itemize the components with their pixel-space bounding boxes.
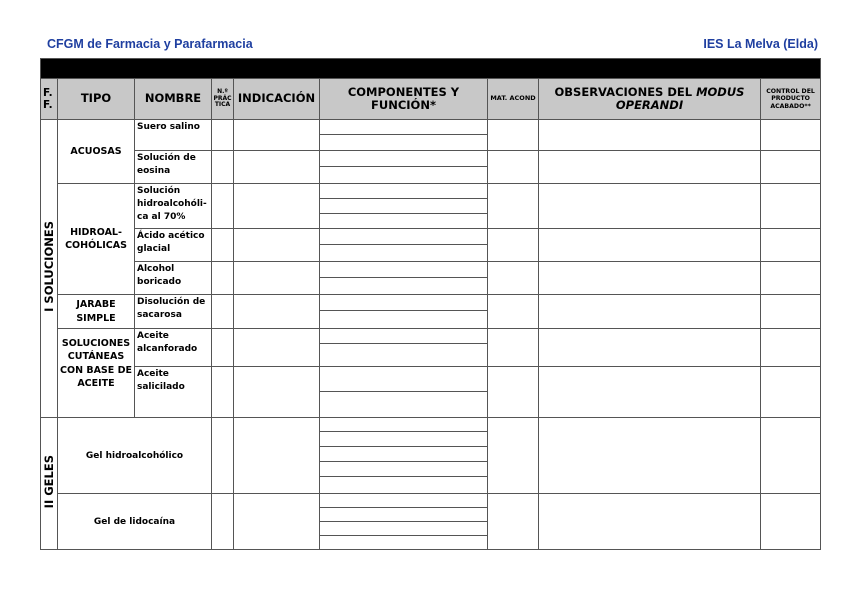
column-headers xyxy=(41,79,821,120)
mat-acond-cell[interactable] xyxy=(488,120,539,151)
control-cell[interactable] xyxy=(761,494,821,550)
col-nombre: NOMBRE xyxy=(135,79,212,120)
n-practica-cell[interactable] xyxy=(212,120,234,151)
componentes-cell[interactable] xyxy=(320,262,488,295)
observaciones-cell[interactable] xyxy=(539,229,761,262)
mat-acond-cell[interactable] xyxy=(488,262,539,295)
nombre-cell: Aceite salicilado xyxy=(135,367,212,418)
control-cell[interactable] xyxy=(761,295,821,329)
indicacion-cell[interactable] xyxy=(234,295,320,329)
mat-acond-cell[interactable] xyxy=(488,295,539,329)
componentes-cell[interactable] xyxy=(320,494,488,550)
table-row xyxy=(41,229,821,262)
n-practica-cell[interactable] xyxy=(212,151,234,184)
observaciones-cell[interactable] xyxy=(539,329,761,367)
table-row xyxy=(41,184,821,229)
indicacion-cell[interactable] xyxy=(234,367,320,418)
tipo-jarabe: JARABE SIMPLE xyxy=(58,295,135,329)
control-cell[interactable] xyxy=(761,184,821,229)
nombre-cell: Solución hidroalcohóli-ca al 70% xyxy=(135,184,212,229)
n-practica-cell[interactable] xyxy=(212,295,234,329)
nombre-cell: Ácido acético glacial xyxy=(135,229,212,262)
control-cell[interactable] xyxy=(761,262,821,295)
section-soluciones xyxy=(41,120,58,418)
n-practica-cell[interactable] xyxy=(212,262,234,295)
componentes-cell[interactable] xyxy=(320,418,488,494)
nombre-cell: Solución de eosina xyxy=(135,151,212,184)
componentes-cell[interactable] xyxy=(320,151,488,184)
control-cell[interactable] xyxy=(761,120,821,151)
n-practica-cell[interactable] xyxy=(212,184,234,229)
indicacion-cell[interactable] xyxy=(234,262,320,295)
mat-acond-cell[interactable] xyxy=(488,418,539,494)
table-row xyxy=(41,151,821,184)
table-row xyxy=(41,494,821,550)
n-practica-cell[interactable] xyxy=(212,329,234,367)
col-mat-acond: MAT. ACOND xyxy=(488,79,539,120)
header-course: CFGM de Farmacia y Parafarmacia xyxy=(47,37,253,51)
mat-acond-cell[interactable] xyxy=(488,229,539,262)
control-cell[interactable] xyxy=(761,418,821,494)
obs-prefix: OBSERVACIONES DEL xyxy=(554,84,693,99)
observaciones-cell[interactable] xyxy=(539,494,761,550)
control-cell[interactable] xyxy=(761,329,821,367)
table-row xyxy=(41,295,821,329)
nombre-cell: Aceite alcanforado xyxy=(135,329,212,367)
indicacion-cell[interactable] xyxy=(234,329,320,367)
col-ff: F. F. xyxy=(41,79,58,120)
componentes-cell[interactable] xyxy=(320,295,488,329)
nombre-cell: Suero salino xyxy=(135,120,212,151)
indicacion-cell[interactable] xyxy=(234,151,320,184)
table-row xyxy=(41,262,821,295)
col-control: CONTROL DEL PRODUCTO ACABADO** xyxy=(761,79,821,120)
tipo-soluciones-cutaneas: SOLUCIONES CUTÁNEAS CON BASE DE ACEITE xyxy=(58,329,135,418)
componentes-cell[interactable] xyxy=(320,367,488,418)
col-tipo: TIPO xyxy=(58,79,135,120)
section-geles-label: II GELES xyxy=(42,454,56,509)
mat-acond-cell[interactable] xyxy=(488,151,539,184)
control-cell[interactable] xyxy=(761,151,821,184)
nombre-cell: Alcohol boricado xyxy=(135,262,212,295)
practices-table xyxy=(40,58,821,550)
observaciones-cell[interactable] xyxy=(539,367,761,418)
control-cell[interactable] xyxy=(761,229,821,262)
n-practica-cell[interactable] xyxy=(212,418,234,494)
mat-acond-cell[interactable] xyxy=(488,184,539,229)
componentes-cell[interactable] xyxy=(320,229,488,262)
indicacion-cell[interactable] xyxy=(234,120,320,151)
observaciones-cell[interactable] xyxy=(539,262,761,295)
mat-acond-cell[interactable] xyxy=(488,494,539,550)
indicacion-cell[interactable] xyxy=(234,494,320,550)
indicacion-cell[interactable] xyxy=(234,184,320,229)
section-soluciones-label: I SOLUCIONES xyxy=(42,221,56,312)
obs-italic: MODUS OPERANDI xyxy=(615,84,745,112)
gel-nombre: Gel de lidocaína xyxy=(58,494,212,550)
n-practica-cell[interactable] xyxy=(212,229,234,262)
observaciones-cell[interactable] xyxy=(539,184,761,229)
n-practica-cell[interactable] xyxy=(212,367,234,418)
observaciones-cell[interactable] xyxy=(539,295,761,329)
indicacion-cell[interactable] xyxy=(234,418,320,494)
table-row xyxy=(41,329,821,367)
header-school: IES La Melva (Elda) xyxy=(703,37,818,51)
gel-nombre: Gel hidroalcohólico xyxy=(58,418,212,494)
col-indicacion: INDICACIÓN xyxy=(234,79,320,120)
tipo-hidroalcoholicas: HIDROAL-COHÓLICAS xyxy=(58,184,135,295)
table-row xyxy=(41,418,821,494)
table-row xyxy=(41,367,821,417)
col-n-practica: N.º PRÁC TICA xyxy=(212,79,234,120)
observaciones-cell[interactable] xyxy=(539,418,761,494)
componentes-cell[interactable] xyxy=(320,329,488,367)
observaciones-cell[interactable] xyxy=(539,151,761,184)
observaciones-cell[interactable] xyxy=(539,120,761,151)
nombre-cell: Disolución de sacarosa xyxy=(135,295,212,329)
componentes-cell[interactable] xyxy=(320,120,488,151)
mat-acond-cell[interactable] xyxy=(488,367,539,418)
table-title: ANEXO V. RESUMEN PRÁCTICAS FORMULACIÓN MAGISTRAL xyxy=(41,59,821,79)
table-row xyxy=(41,120,821,151)
tipo-acuosas: ACUOSAS xyxy=(58,120,135,184)
mat-acond-cell[interactable] xyxy=(488,329,539,367)
control-cell[interactable] xyxy=(761,367,821,418)
col-observaciones xyxy=(539,79,761,120)
n-practica-cell[interactable] xyxy=(212,494,234,550)
indicacion-cell[interactable] xyxy=(234,229,320,262)
col-componentes: COMPONENTES Y FUNCIÓN* xyxy=(320,79,488,120)
componentes-cell[interactable] xyxy=(320,184,488,229)
section-geles xyxy=(41,418,58,550)
